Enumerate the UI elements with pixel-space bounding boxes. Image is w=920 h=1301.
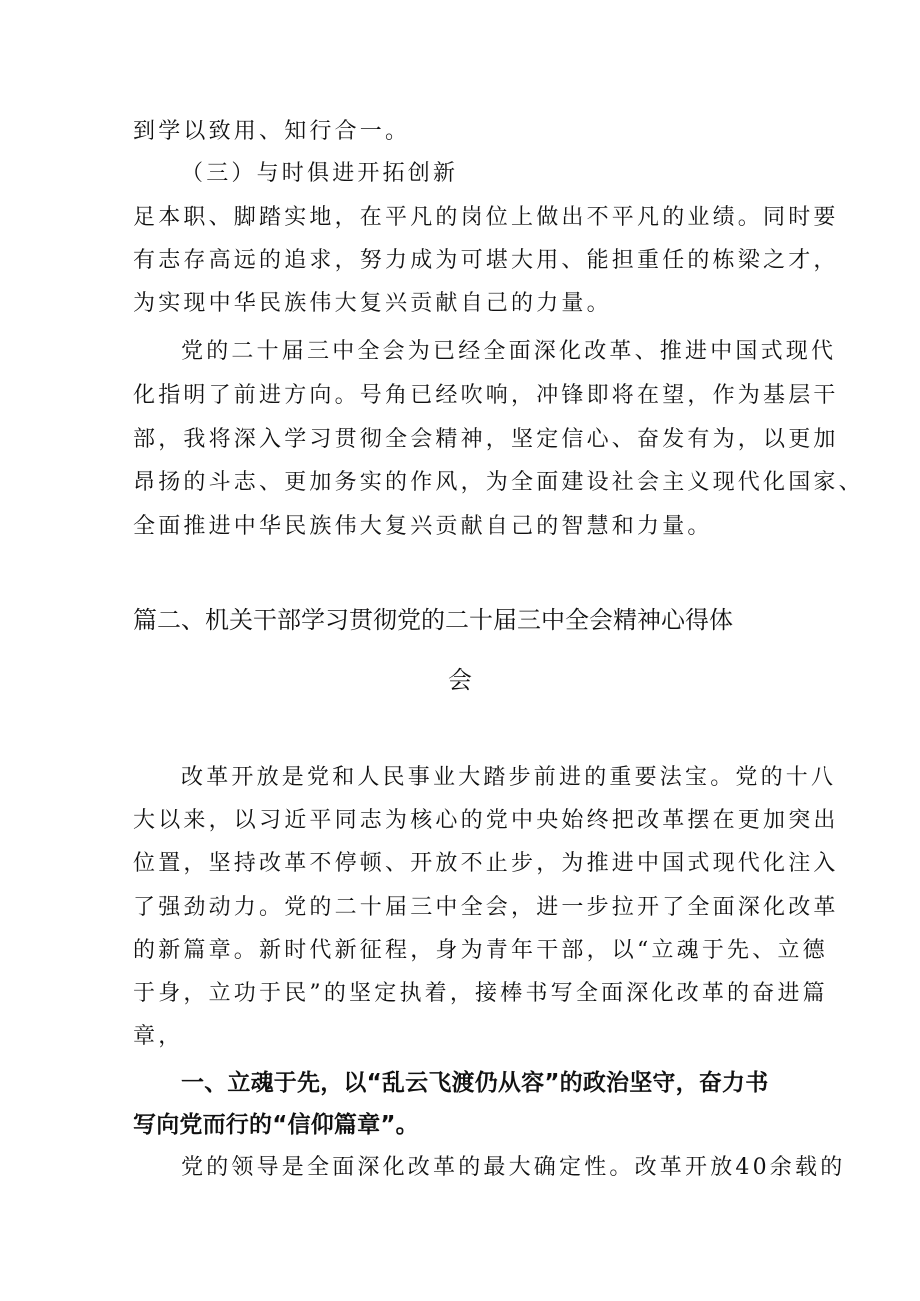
subsection-heading: （三）与时俱进开拓创新 [181,161,459,186]
text-line: 化指明了前进方向。号角已经吹响，冲锋即将在望，作为基层干 [133,383,839,408]
bold-subheading: 一、立魂于先，以“乱云飞渡仍从容”的政治坚守，奋力书 [181,1070,769,1096]
text-line: 党的领导是全面深化改革的最大确定性。改革开放40余载的 [181,1155,846,1180]
section-title-continued: 会 [448,666,472,694]
text-line: 到学以致用、知行合一。 [133,119,411,144]
text-line: 有志存高远的追求，努力成为可堪大用、能担重任的栋梁之才， [133,248,839,273]
text-line: 为实现中华民族伟大复兴贡献自己的力量。 [133,291,612,316]
text-line: 于身，立功于民”的坚定执着，接棒书写全面深化改革的奋进篇 [133,981,828,1006]
text-line: 的新篇章。新时代新征程，身为青年干部，以“立魂于先、立德 [133,938,828,963]
text-line: 昂扬的斗志、更加务实的作风，为全面建设社会主义现代化国家、 [133,470,864,495]
bold-subheading-continued: 写向党而行的“信仰篇章”。 [133,1112,419,1138]
text-line: 党的二十届三中全会为已经全面深化改革、推进中国式现代 [181,339,837,364]
text-line: 全面推进中华民族伟大复兴贡献自己的智慧和力量。 [133,514,713,539]
text-line: 足本职、脚踏实地，在平凡的岗位上做出不平凡的业绩。同时要 [133,205,839,230]
section-title: 篇二、机关干部学习贯彻党的二十届三中全会精神心得体 [133,606,733,634]
text-line: 大以来，以习近平同志为核心的党中央始终把改革摆在更加突出 [133,808,839,833]
text-line: 部，我将深入学习贯彻全会精神，坚定信心、奋发有为，以更加 [133,427,839,452]
text-line: 位置，坚持改革不停顿、开放不止步，为推进中国式现代化注入 [133,851,839,876]
text-line: 改革开放是党和人民事业大踏步前进的重要法宝。党的十八 [181,765,837,790]
text-line: 了强劲动力。党的二十届三中全会，进一步拉开了全面深化改革 [133,895,839,920]
text-line: 章， [133,1024,184,1049]
